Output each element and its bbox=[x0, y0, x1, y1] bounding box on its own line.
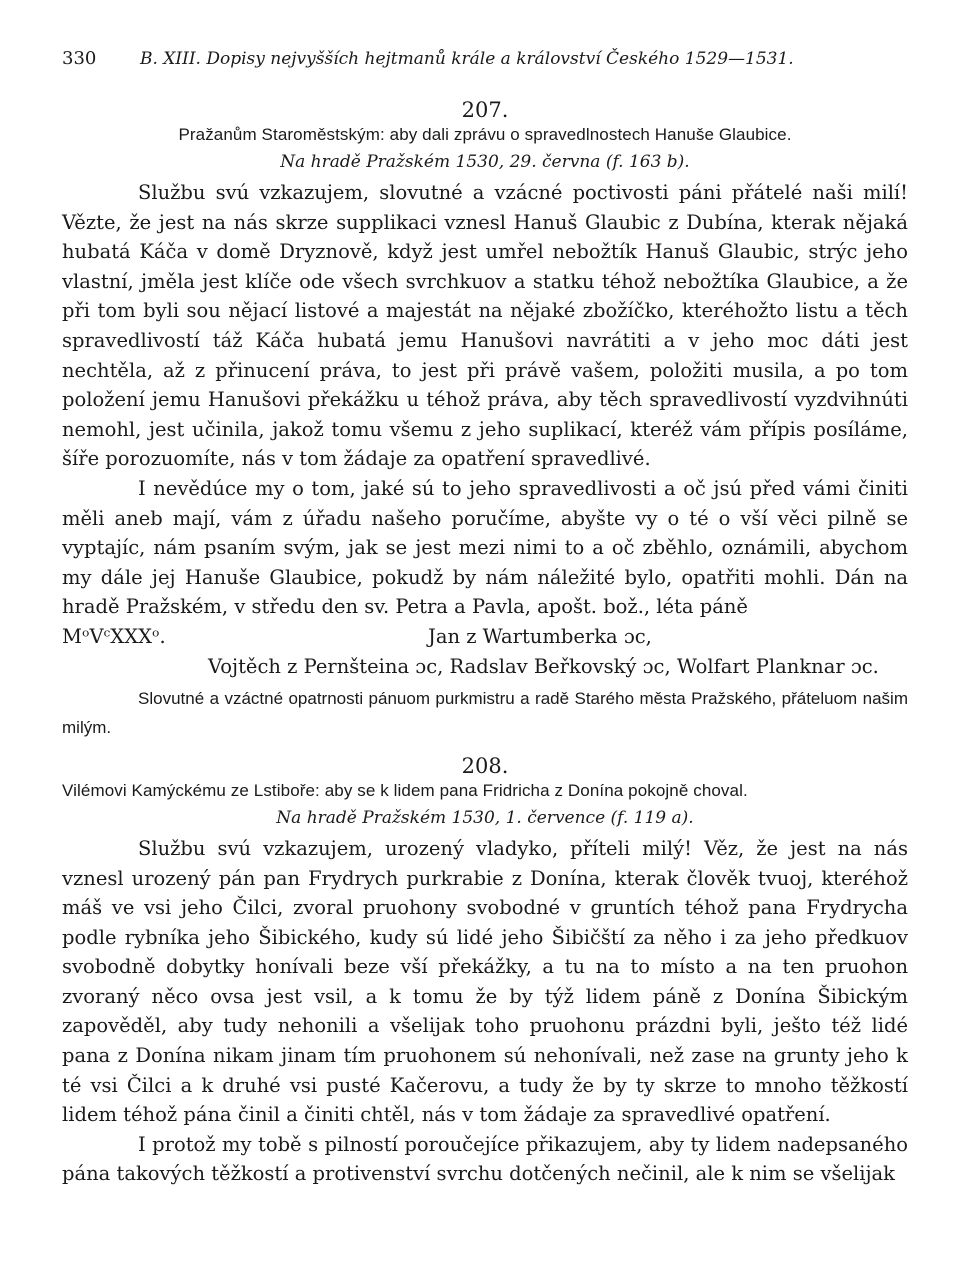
letter-207-summary: Pražanům Staroměstským: aby dali zprávu o spravedlnostech Hanuše Glaubice. bbox=[178, 125, 792, 144]
letter-207-paragraph-1: Službu svú vzkazujem, slovutné a vzácné poctivosti páni přátelé naši milí! Vězte, že jest na nás skrze supplikaci vznesl Hanuš Glaubic z Dubína, kterak nějaká hubatá Káča v domě Dryznově, když jest umřel nebožtík Hanuš Glaubic, strýc jeho vlastní, jměla jest klíče ode všech svrchkuov a statku téhož nebožtíka Glaubice, a že při tom byli sou nějací listové a majestát na nějaké zbožíčko, kteréhožto listu a těch spravedlivostí táž Káča hubatá jemu Hanušovi navrátiti a v jeho moc dáti jest nechtěla, až z přinucení práva, to jest při právě vašem, položiti musila, a po tom položení jemu Hanušovi překážku u téhož práva, aby těch spravedlivostí vyzdvihnúti nemohl, jest učinila, jakož tomu všemu z jeho suplikací, kteréž vám přípis posíláme, šíře porozuomíte, nás v tom žádaje za opatření spravedlivé. bbox=[62, 181, 908, 471]
letter-207-signature-2: Vojtěch z Pernšteina ɔc, Radslav Beřkovský ɔc, Wolfart Planknar ɔc. bbox=[208, 654, 879, 678]
letter-208-number: 208. bbox=[461, 753, 509, 778]
letter-207-signature-1: Jan z Wartumberka ɔc, bbox=[428, 624, 652, 648]
running-head bbox=[62, 48, 908, 76]
page-number: 330 bbox=[62, 48, 97, 69]
letter-207-address: Slovutné a vzáctné opatrnosti pánuom purkmistru a radě Starého města Pražského, přáteluom našim milým. bbox=[62, 688, 908, 737]
letter-208-paragraph-1: Službu svú vzkazujem, urozený vladyko, příteli milý! Věz, že jest na nás vznesl urozený pán pan Frydrych purkrabie z Donína, kterak člověk tvuoj, kteréhož máš ve vsi jeho Čilci, zvoral pruohony svobodné v gruntích téhož pana Frydrycha podle rybníka jeho Šibického, kudy sú lidé jeho Šibičští za něho i za jeho předkuov svobodně dobytky honívali beze vší překážky, a tu na to místo a na ten pruohon zvoraný něco ovsa jest vsil, a k tomu že by týž lidem páně z Donína Šibickým zapověděl, aby tudy nehonili a všelijak toho pruohonu prázdni byli, ješto též lidé pana z Donína nikam jinam tím pruohonem sú nehonívali, než zase na grunty jeho k té vsi Čilci a k druhé vsi pusté Kačerovu, a tudy že by ty skrze to mnoho těžkostí lidem téhož pána činil a činiti chtěl, nás v tom žádaje za spravedlivé opatření. bbox=[62, 836, 908, 1127]
document-page bbox=[62, 48, 908, 1189]
letter-208-place-date: Na hradě Pražském 1530, 1. července (f. 119 a). bbox=[276, 807, 694, 828]
letter-208-summary: Vilémovi Kamýckému ze Lstiboře: aby se k lidem pana Fridricha z Donína pokojně choval. bbox=[62, 780, 748, 800]
letter-207-place-date: Na hradě Pražském 1530, 29. června (f. 163 b). bbox=[280, 152, 690, 172]
letter-207-date-signature-line bbox=[62, 622, 908, 652]
letter-207-date-year: MᵒVᶜXXXᵒ. bbox=[62, 624, 166, 648]
letter-208-paragraph-2: I protož my tobě s pilností poroučejíce přikazujem, aby ty lidem nadepsaného pána takových těžkostí a protivenství svrchu dotčených nečinil, ale k nim se všelijak bbox=[62, 1132, 908, 1186]
running-title: B. XIII. Dopisy nejvyšších hejtmanů krále a království Českého 1529—1531. bbox=[140, 49, 794, 69]
letter-207-paragraph-2: I nevědúce my o tom, jaké sú to jeho spravedlivosti a oč jsú před vámi činiti měli aneb mají, vám z úřadu našeho poručíme, abyšte vy o té o vší věci pilně se vyptajíc, nám psaním svým, jak se jest mezi nimi to a oč zběhlo, oznámili, abychom my dále jej Hanuše Glaubice, pokudž by nám náležité bylo, opatřiti mohli. Dán na hradě Pražském, v středu den sv. Petra a Pavla, apošt. bož., léta páně bbox=[62, 476, 908, 619]
letter-207-number: 207. bbox=[461, 98, 509, 122]
